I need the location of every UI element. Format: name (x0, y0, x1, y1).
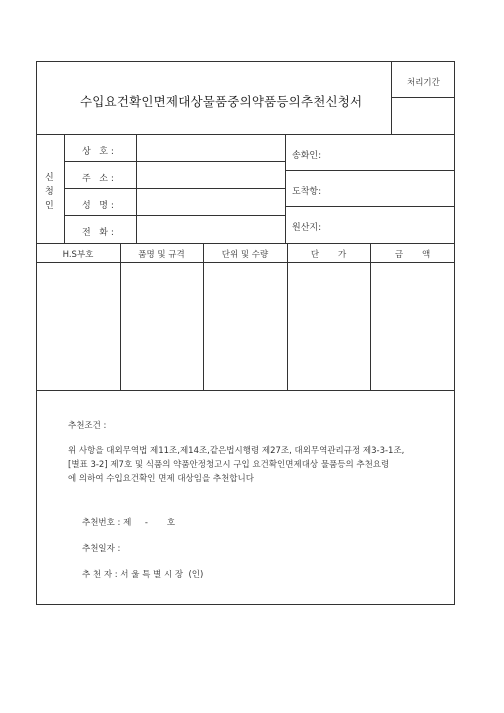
header-unit-qty: 단위 및 수량 (221, 250, 269, 260)
applicant-group-char-2: 청 (45, 187, 54, 197)
applicant-right-line (285, 134, 286, 243)
recommendation-date: 추천일자 : (82, 544, 121, 554)
recommendation-number: 추천번호 : 제 - 호 (82, 518, 176, 528)
applicant-group-char-3: 인 (45, 201, 54, 211)
applicant-group-char-1: 신 (45, 173, 54, 183)
applicant-row-line-3 (64, 215, 285, 216)
conditions-label: 추천조건 : (68, 421, 107, 431)
body-line-2: [별표 3-2] 제7호 및 식품의 약품안정청고시 구입 요건확인면제대상 물품등의 추천요령 (68, 460, 390, 470)
form-title: 수입요건확인면제대상물품중의약품등의추천신청서 (80, 94, 363, 109)
applicant-bottom-line (36, 243, 455, 244)
title-bottom-line (36, 134, 455, 135)
origin-label: 원산지: (292, 223, 322, 233)
table-col-line-2 (203, 243, 204, 390)
processing-box-divider (391, 97, 455, 98)
table-bottom-line (36, 390, 455, 391)
recommender: 추 천 자 : 서 울 특 별 시 장 (인) (82, 570, 204, 580)
arrival-port-label: 도착항: (292, 187, 322, 197)
header-item-spec: 품명 및 규격 (138, 250, 185, 260)
name-label: 성 명 : (82, 201, 114, 211)
applicant-row-line-1 (64, 161, 285, 162)
address-label: 주 소 : (82, 174, 114, 184)
trade-name-label: 상 호 : (82, 147, 114, 157)
shipper-label: 송화인: (292, 151, 322, 161)
right-column-line-2 (285, 206, 455, 207)
applicant-row-line-2 (64, 188, 285, 189)
table-header-line (36, 262, 455, 263)
header-unit-price: 단 가 (310, 250, 347, 260)
phone-label: 전 화 : (82, 228, 114, 238)
processing-period-label: 처리기간 (407, 78, 440, 88)
table-col-line-1 (120, 243, 121, 390)
right-column-line-1 (285, 170, 455, 171)
body-line-1: 위 사항을 대외무역법 제11조,제14조,같은법시행령 제27조, 대외무역관리규정 제3-3-1조, (68, 446, 405, 456)
header-amount: 금 액 (394, 250, 431, 260)
table-col-line-3 (287, 243, 288, 390)
header-hs-code: H.S부호 (62, 250, 94, 260)
body-line-3: 에 의하여 수입요건확인 면제 대상임을 추천합니다 (68, 474, 254, 484)
table-col-line-4 (370, 243, 371, 390)
